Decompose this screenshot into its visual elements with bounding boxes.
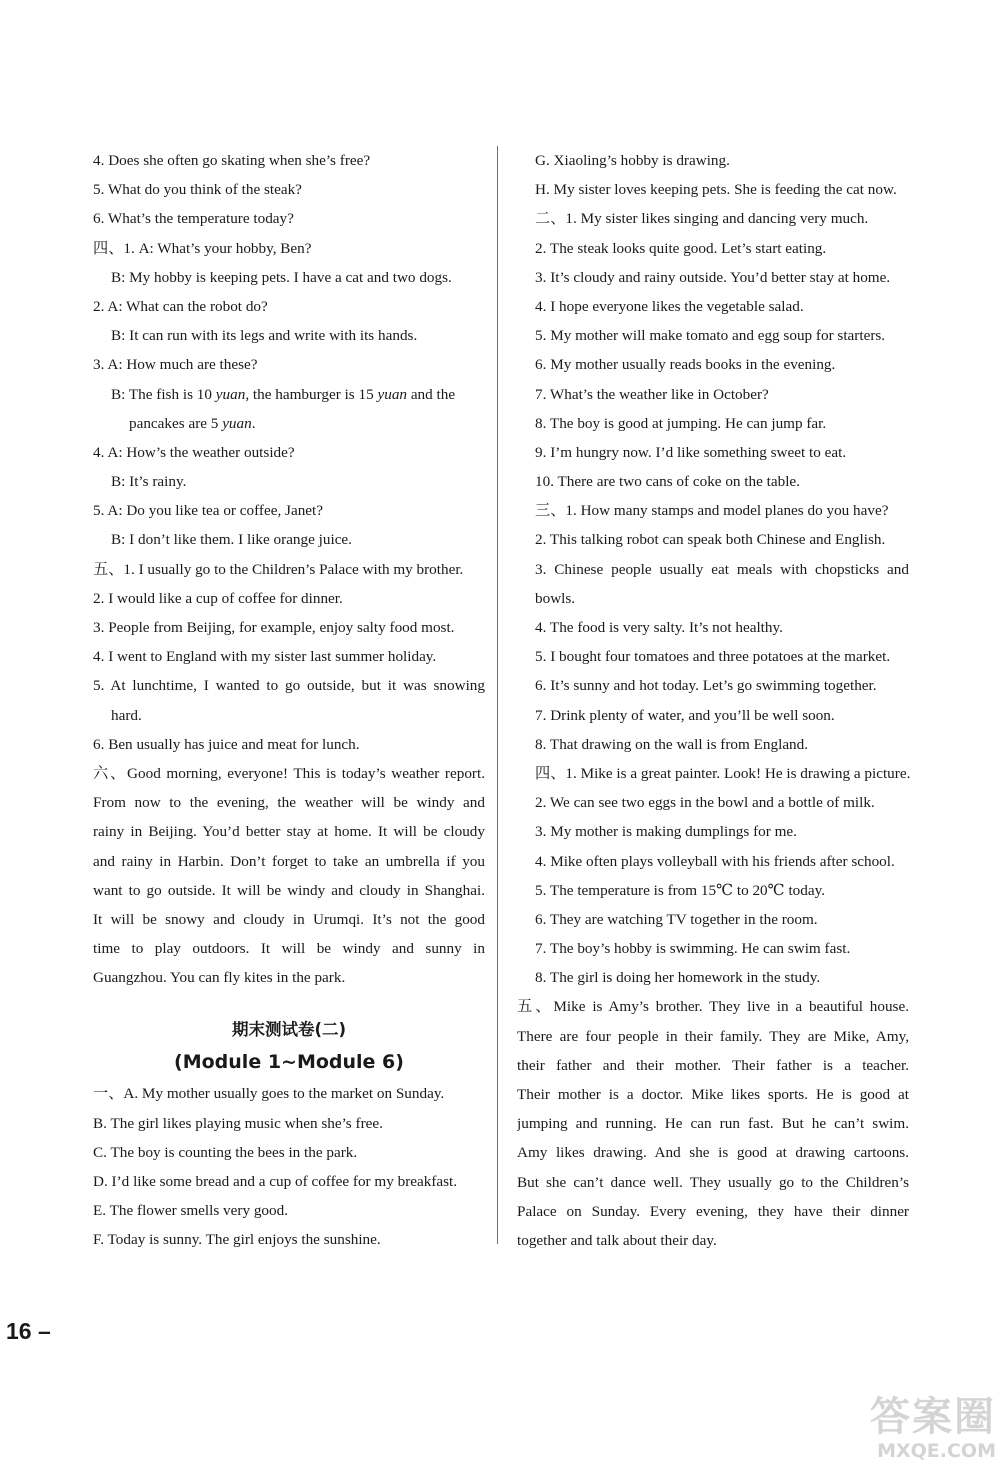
answer-line: F. Today is sunny. The girl enjoys the sunshine.	[93, 1231, 381, 1249]
answer-line-continued: pancakes are 5 yuan.	[129, 414, 256, 432]
exam-subtitle: (Module 1~Module 6)	[174, 1051, 404, 1074]
section-1-item: 一、A. My mother usually goes to the market on Sunday.	[93, 1085, 445, 1103]
answer-line: 6. It’s sunny and hot today. Let’s go swimming together.	[535, 677, 877, 695]
section-5-q1: 五、1. I usually go to the Children’s Palace with my brother.	[93, 560, 464, 578]
answer-line: H. My sister loves keeping pets. She is feeding the cat now.	[535, 181, 897, 199]
answer-line: 9. I’m hungry now. I’d like something sweet to eat.	[535, 443, 847, 461]
answer-line: 2. I would like a cup of coffee for dinner.	[93, 589, 343, 607]
answer-line: 4. Does she often go skating when she’s free?	[93, 152, 371, 169]
answer-line: 7. The boy’s hobby is swimming. He can swim fast.	[535, 940, 851, 958]
paragraph-line: From now to the evening, the weather will be windy and	[93, 794, 485, 812]
section-4-q1: 四、1. Mike is a great painter. Look! He is drawing a picture.	[535, 764, 911, 782]
paragraph-line: Palace on Sunday. Every evening, they have their dinner	[517, 1202, 909, 1220]
paragraph-line: Guangzhou. You can fly kites in the park.	[93, 969, 346, 987]
exam-title: 期末测试卷(二)	[231, 1020, 347, 1040]
right-column	[517, 146, 909, 1255]
paragraph-line: But she can’t dance well. They usually go to the Children’s	[517, 1173, 909, 1191]
section-4-q1: 四、1. A: What’s your hobby, Ben?	[93, 239, 312, 257]
paragraph-line: time to play outdoors. It will be windy and sunny in	[93, 940, 485, 958]
paragraph-line: their father and their mother. Their father is a teacher.	[517, 1056, 909, 1074]
answer-line: 7. What’s the weather like in October?	[535, 385, 769, 403]
answer-line: B. The girl likes playing music when she’s free.	[93, 1114, 383, 1132]
answer-line: B: It can run with its legs and write with its hands.	[111, 327, 418, 345]
section-2-q1: 二、1. My sister likes singing and dancing very much.	[535, 210, 869, 228]
answer-line: 2. We can see two eggs in the bowl and a bottle of milk.	[535, 794, 875, 812]
answer-line: 4. Mike often plays volleyball with his friends after school.	[535, 852, 895, 870]
answer-line: 5. I bought four tomatoes and three potatoes at the market.	[535, 648, 891, 666]
answer-line: 3. It’s cloudy and rainy outside. You’d better stay at home.	[535, 268, 891, 286]
answer-line: 5. A: Do you like tea or coffee, Janet?	[93, 502, 323, 520]
left-column	[93, 146, 485, 1255]
answer-line: 5. At lunchtime, I wanted to go outside, but it was snowing	[93, 677, 485, 695]
answer-line: 3. A: How much are these?	[93, 356, 258, 374]
answer-line: D. I’d like some bread and a cup of coffee for my breakfast.	[93, 1173, 458, 1190]
section-3-q1: 三、1. How many stamps and model planes do you have?	[535, 502, 889, 520]
watermark-url: MXQE.COM	[877, 1440, 996, 1462]
answer-line: 7. Drink plenty of water, and you’ll be well soon.	[535, 706, 835, 724]
answer-line-prices: B: The fish is 10 yuan, the hamburger is 15 yuan and the	[111, 385, 456, 403]
paragraph-line: There are four people in their family. They are Mike, Amy,	[517, 1027, 909, 1045]
answer-line: 8. That drawing on the wall is from England.	[535, 735, 809, 753]
paragraph-line: It will be snowy and cloudy in Urumqi. It’s not the good	[93, 910, 485, 928]
answer-line: 3. My mother is making dumplings for me.	[535, 823, 797, 841]
answer-line: 6. They are watching TV together in the room.	[535, 910, 818, 928]
section-5-paragraph-line: 五、Mike is Amy’s brother. They live in a beautiful house.	[517, 998, 909, 1016]
watermark-logo: 答案圈	[870, 1394, 996, 1440]
answer-line: 4. A: How’s the weather outside?	[93, 443, 295, 461]
paragraph-line: together and talk about their day.	[517, 1231, 717, 1249]
answer-line: B: My hobby is keeping pets. I have a cat and two dogs.	[111, 268, 452, 286]
answer-line: 2. A: What can the robot do?	[93, 297, 268, 315]
answer-line: 8. The boy is good at jumping. He can jump far.	[535, 414, 827, 432]
answer-line: G. Xiaoling’s hobby is drawing.	[535, 152, 730, 169]
answer-line-continued: bowls.	[535, 589, 576, 607]
answer-line: 8. The girl is doing her homework in the study.	[535, 969, 821, 987]
answer-line: 10. There are two cans of coke on the table.	[535, 473, 800, 491]
page-number: 16 –	[6, 1318, 51, 1344]
answer-line: 4. I went to England with my sister last summer holiday.	[93, 648, 437, 666]
watermark	[816, 1395, 996, 1467]
answer-line: 3. Chinese people usually eat meals with chopsticks and	[535, 560, 909, 578]
paragraph-line: jumping and running. He can run fast. But he can’t swim.	[517, 1115, 909, 1133]
paragraph-line: and rainy in Harbin. Don’t forget to take an umbrella if you	[93, 852, 485, 870]
answer-line: 6. What’s the temperature today?	[93, 210, 294, 228]
answer-line: 6. My mother usually reads books in the evening.	[535, 356, 836, 374]
answer-line: 5. My mother will make tomato and egg soup for starters.	[535, 327, 886, 345]
answer-line: C. The boy is counting the bees in the park.	[93, 1143, 358, 1161]
answer-line: E. The flower smells very good.	[93, 1202, 289, 1220]
paragraph-line: Their mother is a doctor. Mike likes sports. He is good at	[517, 1086, 909, 1103]
answer-line: 4. I hope everyone likes the vegetable salad.	[535, 297, 804, 315]
answer-line: 6. Ben usually has juice and meat for lunch.	[93, 735, 360, 753]
paragraph-line: rainy in Beijing. You’d better stay at home. It will be cloudy	[93, 823, 485, 841]
paragraph-line: Amy likes drawing. And she is good at drawing cartoons.	[517, 1144, 909, 1162]
answer-line: 5. The temperature is from 15℃ to 20℃ today.	[535, 881, 825, 899]
answer-line: B: I don’t like them. I like orange juice.	[111, 531, 352, 549]
column-divider	[497, 146, 498, 1244]
section-6-paragraph-line: 六、Good morning, everyone! This is today’s weather report.	[93, 764, 485, 782]
answer-line: 2. The steak looks quite good. Let’s start eating.	[535, 239, 827, 257]
answer-line: 4. The food is very salty. It’s not healthy.	[535, 619, 783, 636]
answer-line: 5. What do you think of the steak?	[93, 181, 302, 199]
answer-line: B: It’s rainy.	[111, 473, 187, 491]
answer-line-continued: hard.	[111, 706, 142, 724]
answer-line: 3. People from Beijing, for example, enjoy salty food most.	[93, 619, 455, 636]
answer-line: 2. This talking robot can speak both Chinese and English.	[535, 531, 886, 549]
paragraph-line: want to go outside. It will be windy and cloudy in Shanghai.	[93, 881, 485, 899]
